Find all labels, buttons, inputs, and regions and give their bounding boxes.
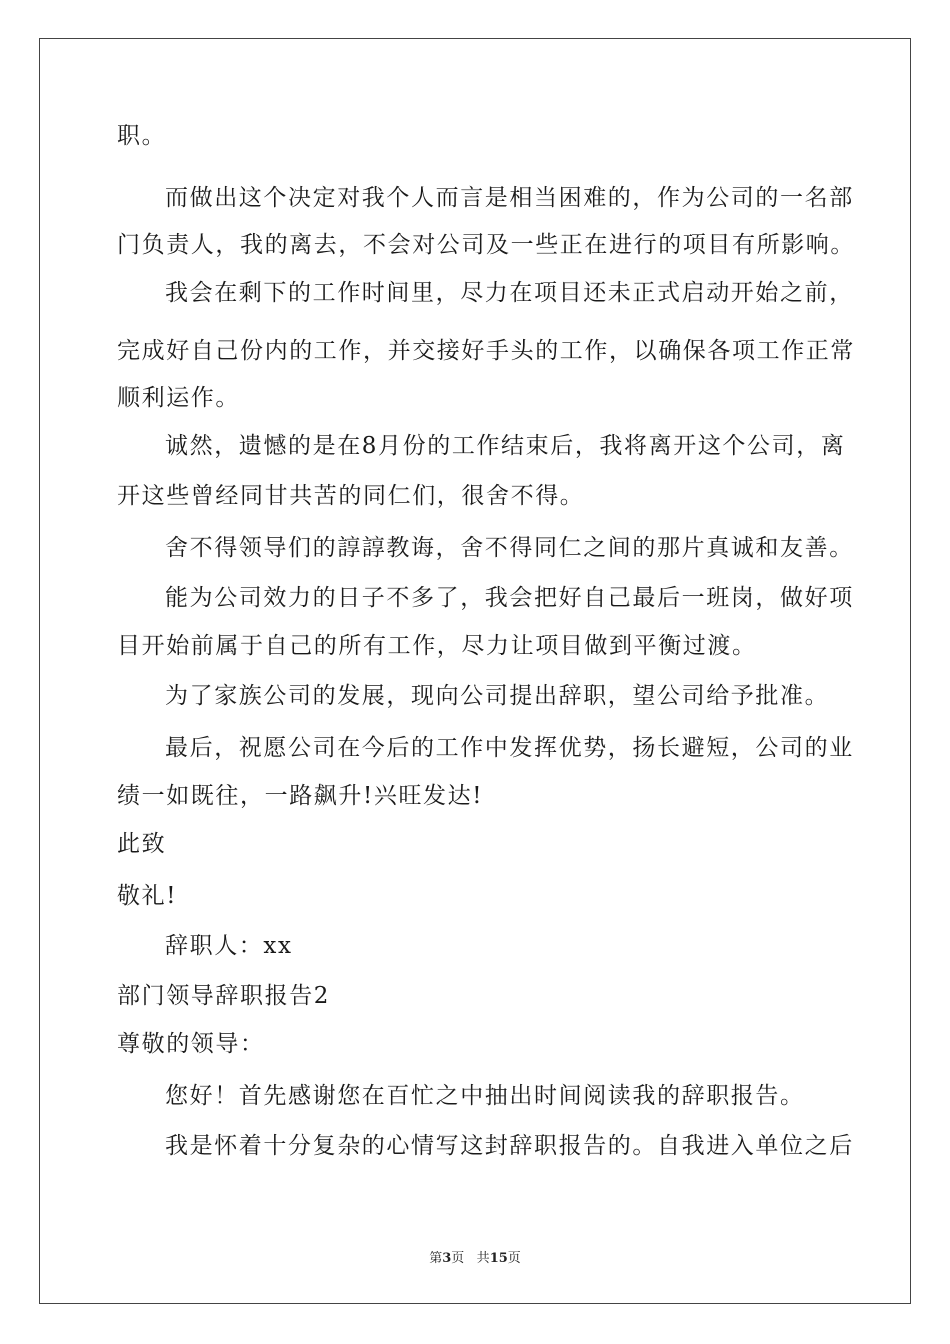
text-line: 完成好自己份内的工作，并交接好手头的工作，以确保各项工作正常: [117, 338, 855, 364]
text-line: 此致: [117, 831, 167, 857]
page-border: [39, 38, 911, 1304]
text-line: 能为公司效力的日子不多了，我会把好自己最后一班岗，做好项: [165, 585, 854, 611]
text-line: 绩一如既往，一路飙升!兴旺发达!: [117, 783, 484, 809]
text-line: 我会在剩下的工作时间里，尽力在项目还未正式启动开始之前，: [165, 280, 854, 306]
text-line: 目开始前属于自己的所有工作，尽力让项目做到平衡过渡。: [117, 633, 757, 659]
signature-line: 辞职人：xx: [165, 933, 293, 959]
text-line: 舍不得领导们的諄諄教诲，舍不得同仁之间的那片真诚和友善。: [165, 535, 854, 561]
section-heading: 部门领导辞职报告2: [117, 983, 331, 1009]
text-line: 开这些曾经同甘共苦的同仁们，很舍不得。: [117, 483, 585, 509]
text-line: 而做出这个决定对我个人而言是相当困难的，作为公司的一名部: [165, 185, 854, 211]
total-pages: 15: [489, 1251, 508, 1266]
text-line: 最后，祝愿公司在今后的工作中发挥优势，扬长避短，公司的业: [165, 735, 854, 761]
page-number: 3: [442, 1251, 452, 1266]
text-line: 我是怀着十分复杂的心情写这封辞职报告的。自我进入单位之后: [165, 1133, 854, 1159]
page-footer: [0, 1247, 950, 1266]
text-line: 门负责人，我的离去，不会对公司及一些正在进行的项目有所影响。: [117, 232, 855, 258]
salutation: 尊敬的领导：: [117, 1031, 265, 1057]
text-line: 您好！首先感谢您在百忙之中抽出时间阅读我的辞职报告。: [165, 1083, 805, 1109]
text-line: 职。: [117, 123, 167, 149]
total-label-suffix: 页: [507, 1251, 521, 1266]
text-line: 敬礼!: [117, 883, 178, 909]
text-line: 诚然，遗憾的是在8月份的工作结束后，我将离开这个公司，离: [165, 433, 846, 459]
text-line: 为了家族公司的发展，现向公司提出辞职，望公司给予批准。: [165, 683, 830, 709]
total-label-prefix: 共: [476, 1251, 490, 1266]
text-line: 顺利运作。: [117, 385, 240, 411]
page-label-suffix: 页: [451, 1251, 465, 1266]
page-label-prefix: 第: [429, 1251, 443, 1266]
